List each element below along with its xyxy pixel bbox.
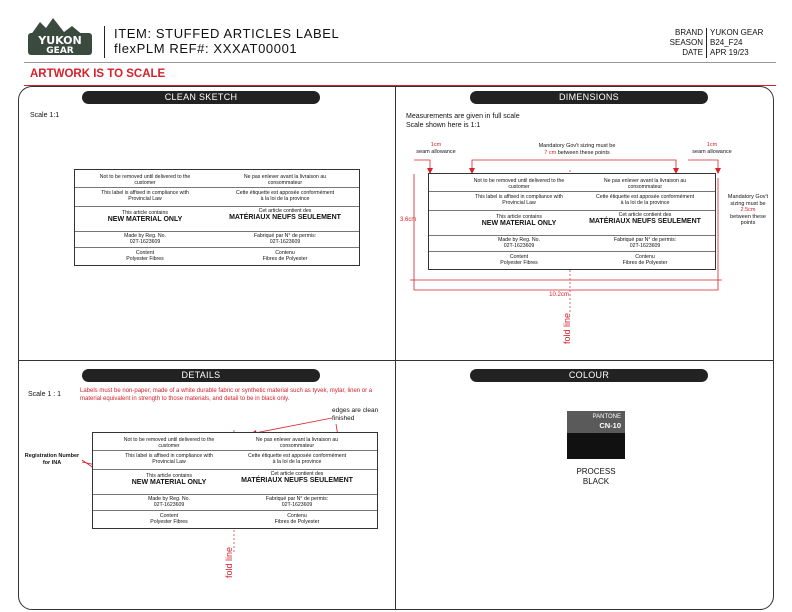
r4-fr-txt: Fabriqué par N° de permis: (265, 496, 329, 502)
colour-name-line1: PROCESS (576, 467, 616, 476)
yukon-gear-logo (26, 16, 96, 56)
seam-right-value: 1cm (706, 142, 718, 148)
seam-left-note (406, 142, 466, 155)
header-rule (24, 62, 776, 63)
meta-season-value: B24_F24 (710, 38, 743, 47)
row-divider (75, 187, 359, 188)
meta-brand-value: YUKON GEAR (710, 28, 764, 37)
colour-title: COLOUR (470, 369, 708, 382)
pantone-code: CN-10 (599, 421, 621, 430)
r4-en (95, 233, 195, 245)
r5-fr-txt: Contenu (635, 254, 655, 260)
width-dimension: 10.2cm (549, 292, 569, 298)
r3-fr (241, 471, 353, 485)
row-divider (93, 510, 377, 511)
r2-en: This label is affixed in compliance with Provincial Law (101, 190, 189, 202)
row-divider (93, 494, 377, 495)
row-divider (429, 235, 715, 236)
row-divider (429, 191, 715, 192)
r4-fr-txt: Fabriqué par N° de permis: (613, 237, 677, 243)
r3-fr-small: Cet article contient des (258, 208, 312, 214)
row-divider (75, 206, 359, 207)
r4-en-txt: Made by Reg. No. (124, 233, 166, 239)
row-divider (75, 247, 359, 248)
r3-fr-small: Cet article contient des (270, 471, 324, 477)
row-divider (429, 210, 715, 211)
gov-right-value: 2.5cm (740, 207, 756, 213)
r1-en: Not to be removed until delivered to the customer (473, 178, 565, 190)
r5-en-2: Polyester Fibres (500, 260, 538, 266)
gov-right-note (724, 194, 772, 227)
r5-fr (595, 254, 695, 266)
meta-divider (706, 28, 707, 58)
clean-sketch-scale: Scale 1:1 (30, 112, 60, 119)
r4-en-txt: Made by Reg. No. (148, 496, 190, 502)
r4-en (119, 496, 219, 508)
r2-fr: Cette étiquette est apposée conformément à la loi de la province (235, 190, 335, 202)
r4-fr (235, 233, 335, 245)
row-divider (75, 231, 359, 232)
clean-sketch-title: CLEAN SKETCH (82, 91, 320, 104)
r2-fr: Cette étiquette est apposée conformément à la loi de la province (595, 194, 695, 206)
header-titles (114, 26, 339, 56)
clean-sketch-label (74, 169, 360, 266)
r4-en-num: 02T-1623609 (153, 502, 185, 508)
r5-en-2: Polyester Fibres (150, 519, 188, 525)
r5-fr-2: Fibres de Polyester (622, 260, 668, 266)
r4-fr (247, 496, 347, 508)
meta-season-key: SEASON (669, 38, 703, 47)
r2-fr: Cette étiquette est apposée conformément à la loi de la province (247, 453, 347, 465)
gov-top-1: Mandatory Gov't sizing must be (538, 143, 616, 149)
r3-en-big: NEW MATERIAL ONLY (481, 220, 557, 227)
r3-fr-small: Cet article contient des (618, 212, 672, 218)
r5-fr (247, 513, 347, 525)
r2-en: This label is affixed in compliance with Provincial Law (125, 453, 213, 465)
r3-fr (589, 212, 701, 226)
dimensions-label (428, 173, 716, 270)
r5-fr-txt: Contenu (275, 250, 295, 256)
dimensions-title: DIMENSIONS (470, 91, 708, 104)
r5-en-txt: Content (159, 513, 179, 519)
r4-fr-num: 02T-1623609 (629, 243, 661, 249)
r3-en-big: NEW MATERIAL ONLY (107, 216, 183, 223)
row-divider (429, 251, 715, 252)
plm-ref: flexPLM REF#: XXXAT00001 (114, 41, 298, 56)
r1-en: Not to be removed until delivered to the customer (123, 437, 215, 449)
details-title: DETAILS (82, 369, 320, 382)
r3-fr-big: MATÉRIAUX NEUFS SEULEMENT (229, 214, 341, 221)
row-divider (93, 450, 377, 451)
dimensions-fold-line-label: fold line (562, 312, 572, 344)
r5-en (119, 513, 219, 525)
height-dimension: 3.6cm (400, 217, 417, 223)
gov-top-2: between these points (557, 149, 610, 156)
r5-en-2: Polyester Fibres (126, 256, 164, 262)
r3-en-small: This article contains (496, 214, 542, 220)
r3-en (463, 214, 575, 228)
logo-line1: YUKON (38, 34, 82, 47)
r5-en-txt: Content (135, 250, 155, 256)
r4-fr-num: 02T-1623609 (269, 239, 301, 245)
r4-fr-num: 02T-1623609 (281, 502, 313, 508)
r5-en-txt: Content (509, 254, 529, 260)
gov-right-1: Mandatory Gov't sizing must be (727, 194, 769, 207)
r5-en (95, 250, 195, 262)
dimensions-notes (406, 112, 520, 130)
pantone-swatch-bottom (567, 433, 625, 459)
header-divider (104, 26, 105, 58)
seam-left-value: 1cm (430, 142, 442, 148)
dimensions-note2: Scale shown here is 1:1 (406, 122, 481, 129)
gov-right-2: between these points (730, 213, 766, 226)
meta-values (710, 28, 763, 58)
r5-fr-2: Fibres de Polyester (274, 519, 320, 525)
r1-fr: Ne pas enlever avant la livraison au consommateur (243, 174, 327, 186)
r5-fr-2: Fibres de Polyester (262, 256, 308, 262)
meta-date-value: APR 19/23 (710, 48, 749, 57)
details-scale: Scale 1 : 1 (28, 391, 62, 398)
seam-right-note (682, 142, 742, 155)
r1-en: Not to be removed until delivered to the customer (99, 174, 191, 186)
gov-top-value: 7 cm (544, 149, 557, 156)
meta-brand-key: BRAND (674, 28, 703, 37)
edges-note: edges are clean finished (332, 407, 379, 422)
r3-en (89, 210, 201, 224)
seam-left-text: seam allowance (416, 148, 456, 155)
row-divider (93, 469, 377, 470)
details-material-note: Labels must be non-paper, made of a white durable fabric or synthetic material such as tyvek, mylar, linen or a material equivalent in strength to those materials, and detail to be in black only. (80, 388, 373, 402)
dimensions-note1: Measurements are given in full scale (406, 113, 520, 120)
artwork-scale-note: ARTWORK IS TO SCALE (30, 68, 166, 80)
r3-fr (229, 208, 341, 222)
pantone-swatch-top (567, 411, 625, 433)
details-fold-line-label: fold line (224, 546, 234, 578)
r5-fr-txt: Contenu (287, 513, 307, 519)
seam-right-text: seam allowance (692, 148, 732, 155)
r4-en-num: 02T-1623609 (129, 239, 161, 245)
r4-fr-txt: Fabriqué par N° de permis: (253, 233, 317, 239)
r5-en (469, 254, 569, 266)
registration-note: Registration Number for INA (24, 453, 80, 466)
item-title: ITEM: STUFFED ARTICLES LABEL (114, 26, 340, 41)
r3-en (113, 473, 225, 487)
meta-keys (670, 28, 703, 58)
horizontal-divider (19, 360, 773, 361)
r2-en: This label is affixed in compliance with Provincial Law (475, 194, 563, 206)
r4-fr (595, 237, 695, 249)
gov-top-note (520, 143, 634, 156)
r3-en-big: NEW MATERIAL ONLY (131, 479, 207, 486)
r5-fr (235, 250, 335, 262)
r4-en-num: 02T-1623609 (503, 243, 535, 249)
r3-fr-big: MATÉRIAUX NEUFS SEULEMENT (589, 218, 701, 225)
r3-en-small: This article contains (122, 210, 168, 216)
pantone-label: PANTONE (592, 414, 621, 420)
r3-en-small: This article contains (146, 473, 192, 479)
r4-en (469, 237, 569, 249)
details-label (92, 432, 378, 529)
r4-en-txt: Made by Reg. No. (498, 237, 540, 243)
r1-fr: Ne pas enlever avant la livraison au consommateur (255, 437, 339, 449)
colour-name-line2: BLACK (582, 477, 610, 486)
colour-name (556, 467, 636, 487)
r1-fr: Ne pas enlever avant la livraison au consommateur (603, 178, 687, 190)
r3-fr-big: MATÉRIAUX NEUFS SEULEMENT (241, 477, 353, 484)
logo-line2: GEAR (46, 46, 74, 56)
meta-date-key: DATE (682, 48, 703, 57)
